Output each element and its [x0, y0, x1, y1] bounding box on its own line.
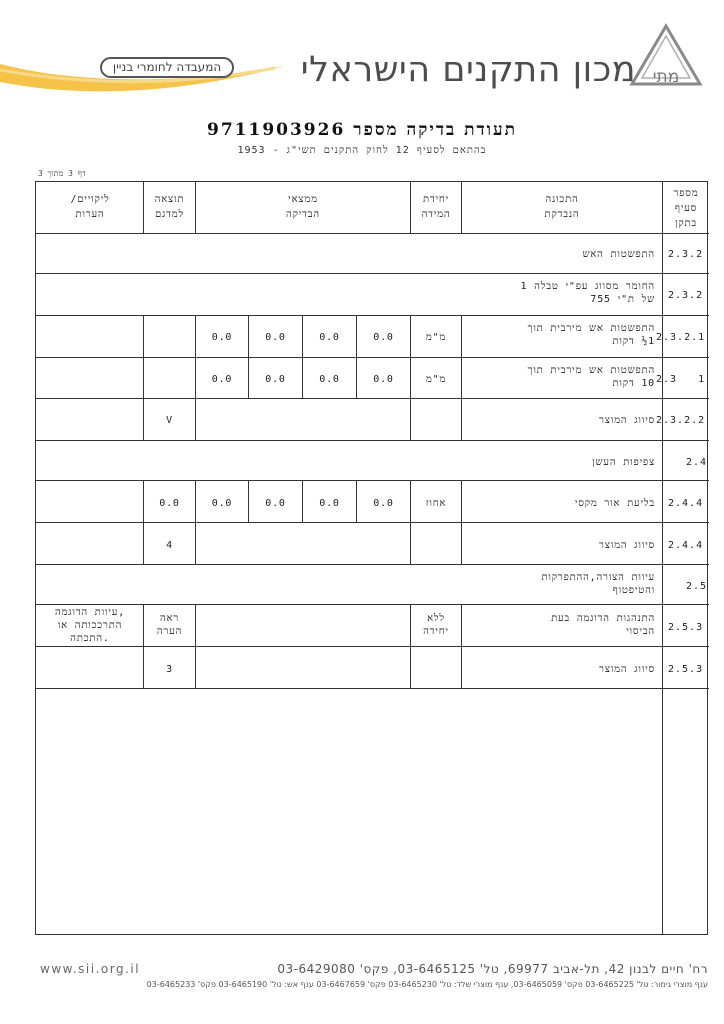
- row-divider: [36, 604, 709, 605]
- sii-logo: [628, 22, 704, 92]
- row-divider: [36, 522, 709, 523]
- col-divider: [195, 398, 196, 440]
- page-number: דף 3 מתוך 3: [38, 169, 86, 178]
- footer-website[interactable]: www.sii.org.il: [40, 962, 141, 976]
- results-table: [35, 181, 708, 935]
- footer-address: רח' חיים לבנון 42, תל-אביב 69977, טל' 03-6465125, פקס' 03-6429080: [277, 962, 708, 976]
- finding-value: 0.0: [373, 374, 394, 385]
- row-remarks: עיוות הדוגמה, התרככותה או התכתה.: [54, 607, 126, 644]
- row-property: התנהגות הדוגמה בעת הביסוי: [551, 613, 655, 637]
- document-subtitle: בהתאם לסעיף 12 לחוק התקנים תשי"ג - 1953: [237, 145, 487, 156]
- col-divider: [461, 398, 462, 440]
- row-heading: צפיפות העשן: [592, 457, 655, 468]
- row-section: 2.5.3: [668, 664, 704, 675]
- row-property: סיווג המוצר: [599, 415, 655, 426]
- finding-value: 0.0: [265, 374, 286, 385]
- row-unit: אחוז: [425, 498, 447, 509]
- col-divider: [195, 604, 196, 688]
- finding-value: 0.0: [211, 498, 233, 509]
- header-findings: ממצאי הבדיקה: [286, 194, 320, 220]
- document-title: תעודת בדיקה מספר 9711903926: [207, 120, 517, 140]
- col-divider: [410, 522, 411, 564]
- header-property: התכונה הנבדקת: [544, 194, 580, 220]
- row-property: בליעת אור מקסי: [574, 498, 655, 509]
- row-result: 4: [166, 540, 173, 551]
- finding-value: 0.0: [265, 332, 286, 343]
- row-divider: [36, 646, 709, 647]
- row-unit: מ"מ: [425, 332, 447, 343]
- row-result: 3: [166, 664, 173, 675]
- row-section: 2.3.2.2: [656, 415, 706, 426]
- row-result: ראה הערה: [156, 613, 183, 637]
- col-divider: [461, 480, 462, 522]
- header-remarks: ליקויים/ הערות: [70, 194, 110, 220]
- row-divider: [36, 688, 709, 689]
- finding-value: 0.0: [211, 332, 233, 343]
- row-divider: [36, 273, 709, 274]
- row-divider: [36, 233, 709, 234]
- header-result: תוצאה למדגם: [154, 194, 185, 220]
- row-unit: מ"מ: [425, 374, 447, 385]
- col-divider: [143, 315, 144, 398]
- finding-value: 0.0: [211, 374, 233, 385]
- finding-value: 0.0: [319, 498, 340, 509]
- finding-value: 0.0: [373, 498, 394, 509]
- row-section: 2.4: [686, 457, 708, 468]
- header-unit: יחידת המידה: [421, 194, 451, 220]
- row-property: סיווג המוצר: [599, 664, 655, 675]
- row-heading: החומר מסווג עפ"י טבלה 1 של ת"י 755: [520, 281, 655, 305]
- row-heading: עיוות הצורה,ההתפרקות והטיפטוף: [541, 572, 655, 596]
- col-divider: [461, 604, 462, 688]
- row-section: 2.3.2: [668, 290, 704, 301]
- row-divider: [36, 398, 709, 399]
- row-divider: [36, 440, 709, 441]
- row-section: 2.5: [686, 581, 708, 592]
- row-section: 2.3.2.1: [656, 332, 706, 343]
- institute-name: מכון התקנים הישראלי: [300, 50, 636, 90]
- row-section: 2.5.3: [668, 622, 704, 633]
- logo-text: מתי: [652, 67, 680, 87]
- row-property: סיווג המוצר: [599, 540, 655, 551]
- col-divider: [461, 315, 462, 398]
- col-divider: [662, 182, 663, 935]
- finding-value: 0.0: [265, 498, 286, 509]
- row-unit: ללא יחידה: [423, 613, 449, 637]
- header-section: מספר סעיף בתקן: [673, 188, 699, 229]
- row-section: 2.3.2: [668, 249, 704, 260]
- row-divider: [36, 480, 709, 481]
- finding-value: 0.0: [319, 374, 340, 385]
- row-property: התפשטות אש מירבית תוך 1½ דקות: [527, 323, 655, 347]
- col-divider: [195, 522, 196, 564]
- row-result: V: [166, 415, 173, 426]
- row-heading: התפשטות האש: [582, 249, 655, 260]
- row-section: 2.4.4: [668, 498, 704, 509]
- row-property: התפשטות אש מירבית תוך 10 דקות: [527, 365, 655, 389]
- row-section: 2.4.4: [668, 540, 704, 551]
- finding-value: 0.0: [373, 332, 394, 343]
- row-divider: [36, 315, 709, 316]
- footer-branches: ענף מוצרי גימור: טל' 03-6465225 פקס' 03-6465059, ענף מוצרי שלד: טל' 03-6465230 פקס' 03-6467659 ענף אש: טל' 03-6465190 פקס' 03-6465233: [146, 980, 708, 989]
- col-divider: [461, 522, 462, 564]
- row-section: 2.3 1: [656, 374, 706, 385]
- row-divider: [36, 357, 709, 358]
- col-divider: [410, 398, 411, 440]
- finding-value: 0.0: [159, 498, 180, 509]
- finding-value: 0.0: [319, 332, 340, 343]
- lab-name-badge: המעבדה לחומרי בניין: [100, 57, 234, 78]
- row-divider: [36, 564, 709, 565]
